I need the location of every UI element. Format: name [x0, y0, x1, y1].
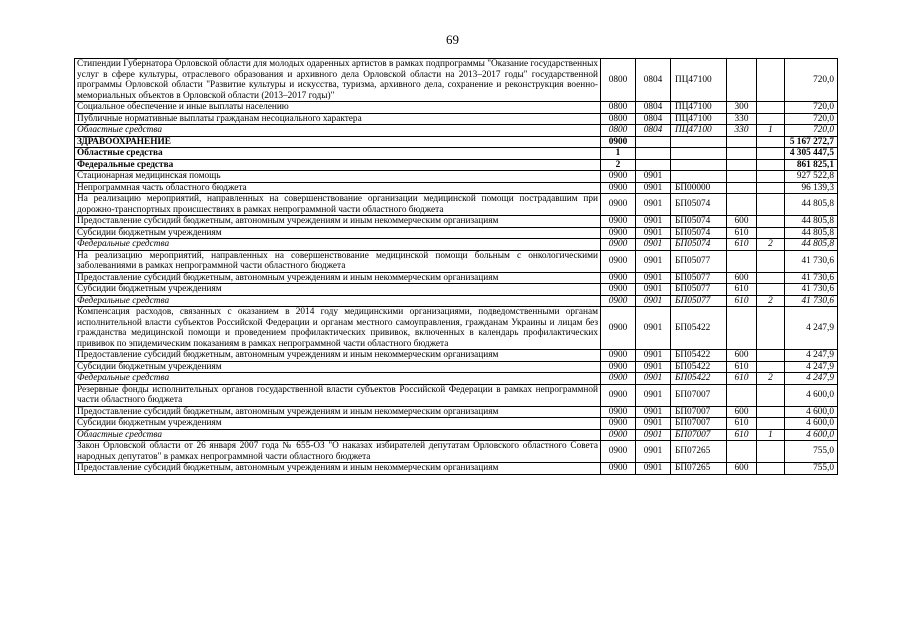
row-funding-source — [757, 350, 785, 362]
row-funding-source: 2 — [757, 295, 785, 307]
table-row — [75, 307, 838, 350]
row-amount: 41 730,6 — [785, 272, 838, 284]
row-subsection-code: 0901 — [636, 216, 671, 228]
row-section-code: 0900 — [601, 307, 636, 350]
row-amount: 4 305 447,5 — [785, 148, 838, 160]
row-target-article: БП05422 — [671, 307, 727, 350]
row-target-article: ПЦ47100 — [671, 102, 727, 114]
table-row — [75, 239, 838, 251]
row-expense-type: 330 — [727, 113, 757, 125]
row-expense-type — [727, 59, 757, 102]
row-expense-type: 610 — [727, 295, 757, 307]
row-subsection-code: 0901 — [636, 284, 671, 296]
row-amount: 41 730,6 — [785, 250, 838, 272]
row-target-article: ПЦ47100 — [671, 125, 727, 137]
table-row — [75, 216, 838, 228]
row-target-article: БП00000 — [671, 182, 727, 194]
row-section-code: 0900 — [601, 295, 636, 307]
table-row — [75, 148, 838, 160]
row-target-article — [671, 148, 727, 160]
row-name: Публичные нормативные выплаты гражданам несоциального характера — [75, 113, 601, 125]
row-amount: 44 805,8 — [785, 216, 838, 228]
table-row — [75, 373, 838, 385]
row-expense-type: 610 — [727, 284, 757, 296]
budget-table-body — [75, 59, 838, 475]
row-subsection-code: 0901 — [636, 272, 671, 284]
row-amount: 4 600,0 — [785, 418, 838, 430]
row-name: Субсидии бюджетным учреждениям — [75, 284, 601, 296]
table-row — [75, 361, 838, 373]
row-funding-source — [757, 182, 785, 194]
row-amount: 44 805,8 — [785, 239, 838, 251]
row-subsection-code: 0901 — [636, 350, 671, 362]
row-target-article: ПЦ47100 — [671, 113, 727, 125]
table-row — [75, 284, 838, 296]
row-name: Компенсация расходов, связанных с оказанием в 2014 году медицинскими организациями, подведомственными органам исполнительной власти субъектов Российской Федерации и органам местного самоуправления, гражданам Украины и лицам без гражданства медицинской помощи и проведением профилактических прививок, включенных в календарь профилактических прививок по эпидемическим показаниям в рамках непрограммной части областного бюджета — [75, 307, 601, 350]
row-subsection-code: 0901 — [636, 250, 671, 272]
table-row — [75, 418, 838, 430]
row-amount: 755,0 — [785, 441, 838, 463]
table-row — [75, 272, 838, 284]
row-funding-source — [757, 441, 785, 463]
row-funding-source: 2 — [757, 373, 785, 385]
row-subsection-code: 0901 — [636, 361, 671, 373]
row-name: Предоставление субсидий бюджетным, автономным учреждениям и иным некоммерческим организациям — [75, 463, 601, 475]
row-amount: 96 139,3 — [785, 182, 838, 194]
row-amount: 4 247,9 — [785, 350, 838, 362]
row-target-article: ПЦ47100 — [671, 59, 727, 102]
row-section-code: 0900 — [601, 182, 636, 194]
row-subsection-code: 0804 — [636, 113, 671, 125]
row-section-code: 0900 — [601, 361, 636, 373]
row-funding-source — [757, 102, 785, 114]
row-section-code: 0900 — [601, 350, 636, 362]
row-expense-type: 330 — [727, 125, 757, 137]
row-subsection-code: 0901 — [636, 227, 671, 239]
row-target-article — [671, 171, 727, 183]
row-name: Областные средства — [75, 429, 601, 441]
row-funding-source — [757, 250, 785, 272]
table-row — [75, 182, 838, 194]
row-target-article: БП05074 — [671, 239, 727, 251]
row-subsection-code: 0901 — [636, 194, 671, 216]
row-subsection-code — [636, 136, 671, 148]
row-subsection-code: 0804 — [636, 59, 671, 102]
row-target-article — [671, 159, 727, 171]
row-section-code: 0900 — [601, 441, 636, 463]
row-section-code: 0900 — [601, 216, 636, 228]
row-name: Областные средства — [75, 148, 601, 160]
row-subsection-code: 0901 — [636, 418, 671, 430]
row-subsection-code: 0901 — [636, 171, 671, 183]
row-funding-source — [757, 136, 785, 148]
row-expense-type — [727, 194, 757, 216]
row-amount: 4 600,0 — [785, 384, 838, 406]
row-target-article: БП07007 — [671, 384, 727, 406]
row-amount: 44 805,8 — [785, 227, 838, 239]
table-row — [75, 171, 838, 183]
row-funding-source — [757, 307, 785, 350]
table-row — [75, 125, 838, 137]
table-row — [75, 194, 838, 216]
row-funding-source: 1 — [757, 125, 785, 137]
row-amount: 4 600,0 — [785, 429, 838, 441]
row-name: Федеральные средства — [75, 159, 601, 171]
row-funding-source — [757, 227, 785, 239]
row-funding-source: 2 — [757, 239, 785, 251]
page-number: 69 — [446, 32, 459, 47]
row-name: Непрограммная часть областного бюджета — [75, 182, 601, 194]
row-funding-source — [757, 361, 785, 373]
row-subsection-code: 0804 — [636, 102, 671, 114]
row-section-code: 0900 — [601, 239, 636, 251]
row-section-code: 0800 — [601, 59, 636, 102]
row-amount: 4 247,9 — [785, 307, 838, 350]
row-expense-type: 600 — [727, 272, 757, 284]
row-target-article: БП05074 — [671, 216, 727, 228]
row-section-code: 0800 — [601, 102, 636, 114]
row-section-code: 0900 — [601, 250, 636, 272]
row-subsection-code: 0901 — [636, 463, 671, 475]
row-section-code: 0900 — [601, 272, 636, 284]
row-funding-source — [757, 284, 785, 296]
row-section-code: 0800 — [601, 113, 636, 125]
row-funding-source — [757, 418, 785, 430]
row-name: Резервные фонды исполнительных органов государственной власти субъектов Российской Федерации в рамках непрограммной части областного бюджета — [75, 384, 601, 406]
row-amount: 755,0 — [785, 463, 838, 475]
row-amount: 5 167 272,7 — [785, 136, 838, 148]
table-row — [75, 406, 838, 418]
row-section-code: 0900 — [601, 171, 636, 183]
row-funding-source — [757, 384, 785, 406]
row-funding-source — [757, 171, 785, 183]
table-row — [75, 250, 838, 272]
table-row — [75, 429, 838, 441]
row-section-code: 0900 — [601, 227, 636, 239]
table-row — [75, 113, 838, 125]
table-row — [75, 136, 838, 148]
row-expense-type: 600 — [727, 463, 757, 475]
row-expense-type: 610 — [727, 227, 757, 239]
row-target-article: БП05422 — [671, 361, 727, 373]
row-amount: 41 730,6 — [785, 284, 838, 296]
row-section-code: 0900 — [601, 136, 636, 148]
row-expense-type: 610 — [727, 239, 757, 251]
row-expense-type: 600 — [727, 350, 757, 362]
row-name: Федеральные средства — [75, 373, 601, 385]
row-subsection-code — [636, 159, 671, 171]
row-amount: 44 805,8 — [785, 194, 838, 216]
row-name: Предоставление субсидий бюджетным, автономным учреждениям и иным некоммерческим организациям — [75, 406, 601, 418]
row-name: Предоставление субсидий бюджетным, автономным учреждениям и иным некоммерческим организациям — [75, 272, 601, 284]
row-expense-type — [727, 159, 757, 171]
row-expense-type — [727, 171, 757, 183]
row-name: Областные средства — [75, 125, 601, 137]
row-name: На реализацию мероприятий, направленных на совершенствование медицинской помощи больным с онкологическими заболеваниями в рамках непрограммной части областного бюджета — [75, 250, 601, 272]
row-subsection-code: 0804 — [636, 125, 671, 137]
row-expense-type: 600 — [727, 216, 757, 228]
row-target-article: БП05077 — [671, 295, 727, 307]
row-name: Предоставление субсидий бюджетным, автономным учреждениям и иным некоммерческим организациям — [75, 216, 601, 228]
row-section-code: 0900 — [601, 463, 636, 475]
row-target-article: БП07007 — [671, 406, 727, 418]
row-expense-type: 610 — [727, 373, 757, 385]
row-target-article: БП05077 — [671, 250, 727, 272]
row-subsection-code: 0901 — [636, 239, 671, 251]
row-target-article: БП07007 — [671, 418, 727, 430]
row-section-code: 0900 — [601, 418, 636, 430]
row-target-article — [671, 136, 727, 148]
row-amount: 720,0 — [785, 102, 838, 114]
row-section-code: 0900 — [601, 194, 636, 216]
budget-table — [74, 58, 838, 475]
row-target-article: БП05074 — [671, 227, 727, 239]
row-subsection-code: 0901 — [636, 406, 671, 418]
row-target-article: БП05077 — [671, 284, 727, 296]
row-section-code: 0900 — [601, 429, 636, 441]
row-name: Федеральные средства — [75, 239, 601, 251]
row-expense-type — [727, 441, 757, 463]
row-expense-type: 610 — [727, 429, 757, 441]
row-expense-type: 610 — [727, 361, 757, 373]
row-expense-type — [727, 148, 757, 160]
row-amount: 720,0 — [785, 125, 838, 137]
row-section-code: 0900 — [601, 284, 636, 296]
row-name: Федеральные средства — [75, 295, 601, 307]
row-name: ЗДРАВООХРАНЕНИЕ — [75, 136, 601, 148]
table-row — [75, 102, 838, 114]
row-funding-source — [757, 406, 785, 418]
row-amount: 720,0 — [785, 59, 838, 102]
row-expense-type: 600 — [727, 406, 757, 418]
row-name: Социальное обеспечение и иные выплаты населению — [75, 102, 601, 114]
table-row — [75, 463, 838, 475]
row-expense-type — [727, 250, 757, 272]
row-funding-source: 1 — [757, 429, 785, 441]
table-row — [75, 350, 838, 362]
row-name: Закон Орловской области от 26 января 2007 года № 655-ОЗ "О наказах избирателей депутатам Орловского областного Совета народных депутатов" в рамках непрограммной части областного бюджета — [75, 441, 601, 463]
row-expense-type — [727, 136, 757, 148]
row-name: Стационарная медицинская помощь — [75, 171, 601, 183]
row-section-code: 0900 — [601, 406, 636, 418]
table-row — [75, 384, 838, 406]
row-subsection-code: 0901 — [636, 441, 671, 463]
row-section-code: 0800 — [601, 125, 636, 137]
row-funding-source — [757, 272, 785, 284]
row-subsection-code: 0901 — [636, 429, 671, 441]
row-section-code: 0900 — [601, 373, 636, 385]
row-target-article: БП05422 — [671, 350, 727, 362]
row-name: На реализацию мероприятий, направленных на совершенствование организации медицинской помощи пострадавшим при дорожно-транспортных происшествиях в рамках непрограммной части областного бюджета — [75, 194, 601, 216]
row-expense-type: 300 — [727, 102, 757, 114]
row-target-article: БП05422 — [671, 373, 727, 385]
row-target-article: БП05074 — [671, 194, 727, 216]
row-expense-type — [727, 307, 757, 350]
row-expense-type — [727, 182, 757, 194]
row-name: Субсидии бюджетным учреждениям — [75, 227, 601, 239]
row-funding-source — [757, 159, 785, 171]
row-funding-source — [757, 194, 785, 216]
row-subsection-code — [636, 148, 671, 160]
row-amount: 4 600,0 — [785, 406, 838, 418]
row-target-article: БП05077 — [671, 272, 727, 284]
table-row — [75, 295, 838, 307]
row-amount: 4 247,9 — [785, 373, 838, 385]
row-amount: 861 825,1 — [785, 159, 838, 171]
row-name: Предоставление субсидий бюджетным, автономным учреждениям и иным некоммерческим организациям — [75, 350, 601, 362]
row-name: Субсидии бюджетным учреждениям — [75, 418, 601, 430]
row-funding-source — [757, 463, 785, 475]
row-funding-source — [757, 113, 785, 125]
row-name: Стипендии Губернатора Орловской области для молодых одаренных артистов в рамках подпрограммы "Оказание государственных услуг в сфере культуры, отраслевого образования и архивного дела Орловской области на 2013–2017 годы" государственной программы Орловской области "Развитие культуры и искусства, туризма, архивного дела, сохранение и реконструкция военно-мемориальных объектов в Орловской области (2013–2017 годы)" — [75, 59, 601, 102]
row-funding-source — [757, 216, 785, 228]
table-row — [75, 59, 838, 102]
row-section-code: 1 — [601, 148, 636, 160]
row-subsection-code: 0901 — [636, 182, 671, 194]
row-funding-source — [757, 148, 785, 160]
row-amount: 720,0 — [785, 113, 838, 125]
row-expense-type — [727, 384, 757, 406]
row-section-code: 2 — [601, 159, 636, 171]
row-expense-type: 610 — [727, 418, 757, 430]
row-name: Субсидии бюджетным учреждениям — [75, 361, 601, 373]
row-subsection-code: 0901 — [636, 373, 671, 385]
row-funding-source — [757, 59, 785, 102]
row-amount: 4 247,9 — [785, 361, 838, 373]
row-amount: 41 730,6 — [785, 295, 838, 307]
row-subsection-code: 0901 — [636, 295, 671, 307]
row-subsection-code: 0901 — [636, 307, 671, 350]
table-row — [75, 227, 838, 239]
row-target-article: БП07007 — [671, 429, 727, 441]
table-row — [75, 441, 838, 463]
row-section-code: 0900 — [601, 384, 636, 406]
table-row — [75, 159, 838, 171]
row-target-article: БП07265 — [671, 441, 727, 463]
row-subsection-code: 0901 — [636, 384, 671, 406]
row-target-article: БП07265 — [671, 463, 727, 475]
row-amount: 927 522,8 — [785, 171, 838, 183]
